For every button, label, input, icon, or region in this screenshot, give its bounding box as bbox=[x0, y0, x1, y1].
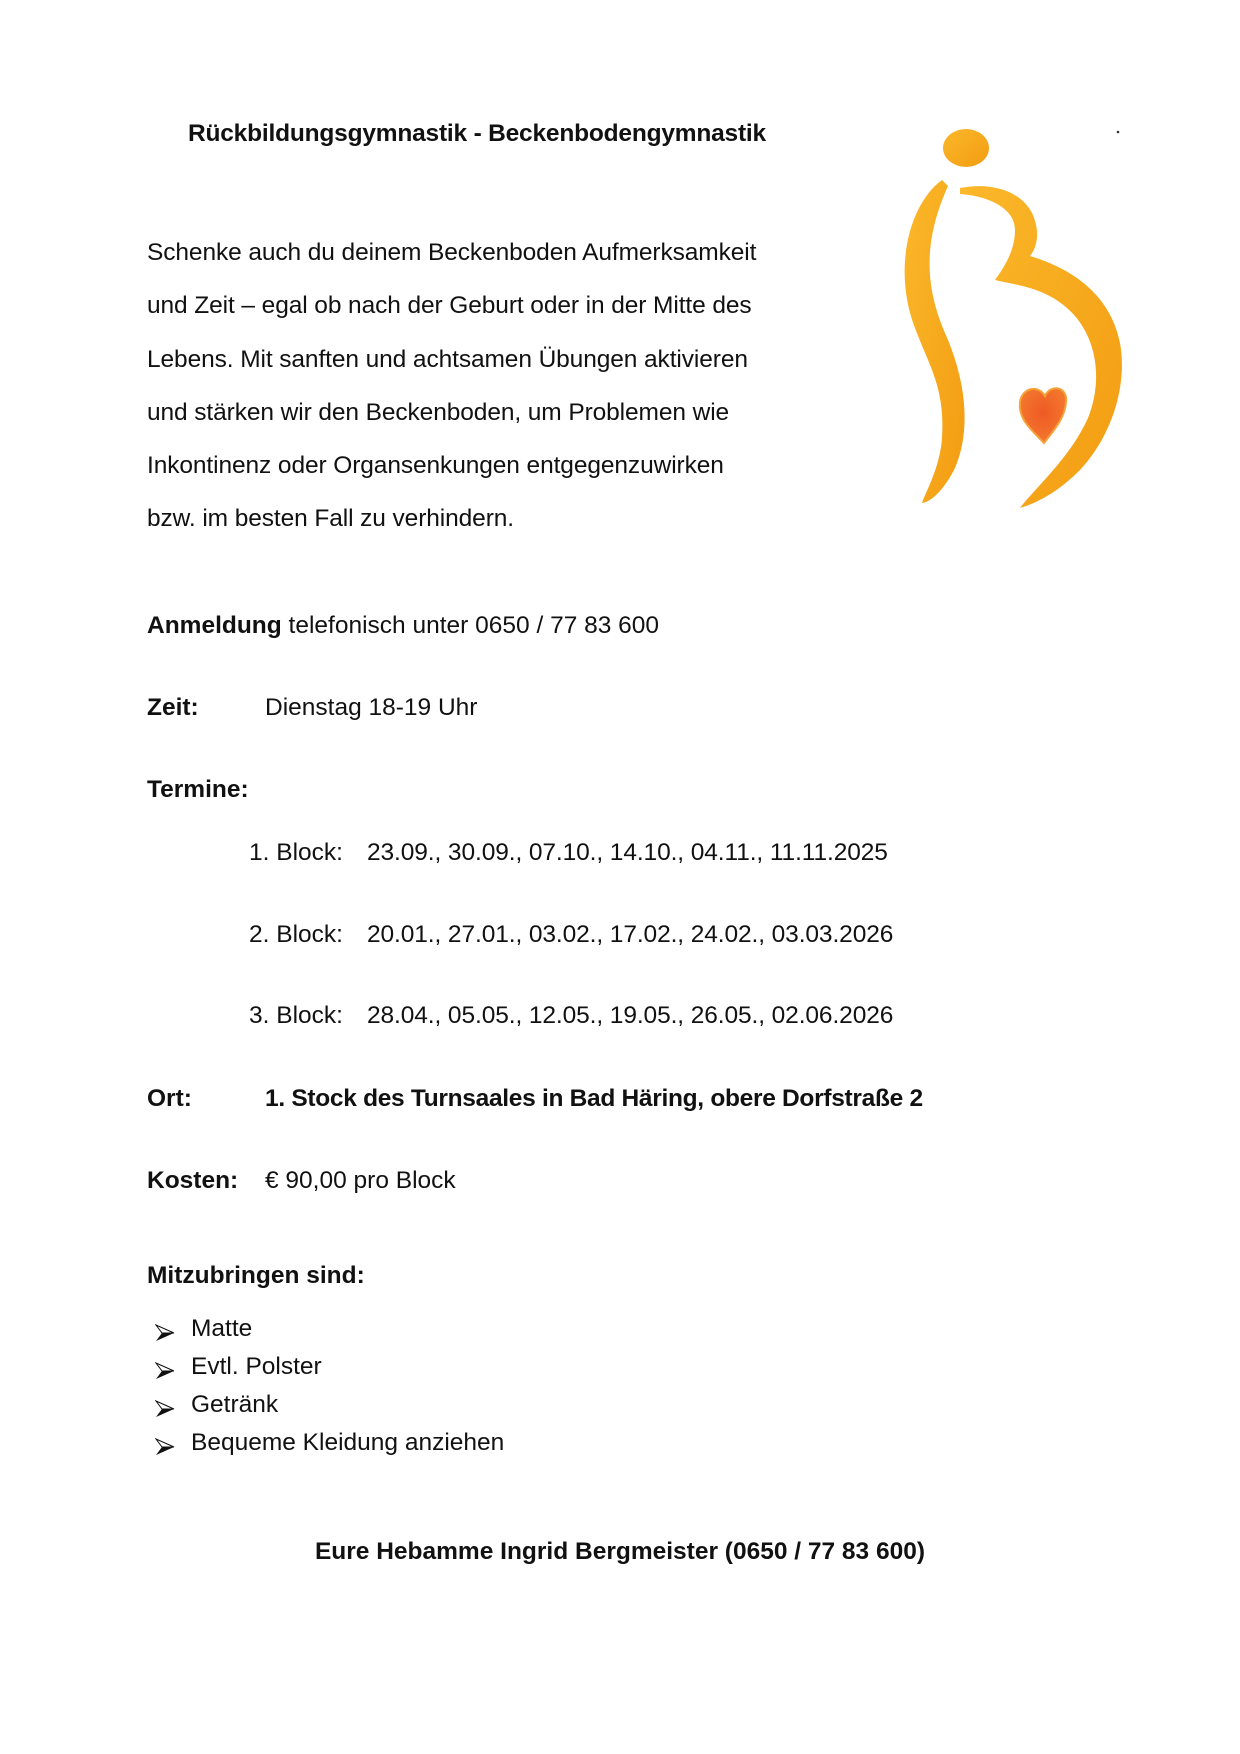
intro-line: Schenke auch du deinem Beckenboden Aufmerksamkeit bbox=[147, 239, 757, 266]
intro-line: bzw. im besten Fall zu verhindern. bbox=[147, 505, 514, 533]
block-dates: 23.09., 30.09., 07.10., 14.10., 04.11., 11.11.2025 bbox=[367, 839, 888, 866]
cost-value: € 90,00 pro Block bbox=[265, 1167, 456, 1194]
block-label: 3. Block: bbox=[249, 1002, 343, 1029]
intro-line: und stärken wir den Beckenboden, um Problemen wie bbox=[147, 398, 730, 426]
intro-paragraph bbox=[147, 226, 847, 546]
location-value: 1. Stock des Turnsaales in Bad Häring, obere Dorfstraße 2 bbox=[265, 1085, 923, 1112]
block-label: 2. Block: bbox=[249, 921, 343, 948]
block-dates: 20.01., 27.01., 03.02., 17.02., 24.02., 03.03.2026 bbox=[367, 921, 894, 948]
bring-label: Mitzubringen sind: bbox=[147, 1262, 365, 1289]
time-label: Zeit: bbox=[147, 694, 199, 721]
arrowhead-bullet-icon bbox=[155, 1361, 175, 1381]
bring-item: Getränk bbox=[191, 1391, 279, 1418]
arrowhead-bullet-icon bbox=[155, 1437, 175, 1457]
footer-text: Eure Hebamme Ingrid Bergmeister (0650 / 77 83 600) bbox=[314, 1538, 926, 1565]
logo-back-stroke bbox=[905, 180, 965, 503]
logo-heart bbox=[1020, 388, 1066, 443]
intro-line: und Zeit – egal ob nach der Geburt oder in der Mitte des bbox=[147, 292, 752, 320]
page-title: Rückbildungsgymnastik - Beckenbodengymnastik bbox=[188, 120, 766, 147]
intro-line: Inkontinenz oder Organsenkungen entgegenzuwirken bbox=[147, 452, 724, 480]
logo-head bbox=[943, 129, 989, 167]
bring-item: Matte bbox=[191, 1315, 253, 1342]
logo-pregnant-woman-heart-icon bbox=[870, 118, 1130, 518]
registration-label: Anmeldung bbox=[147, 612, 282, 639]
footer-signature bbox=[0, 1538, 1240, 1566]
time-value: Dienstag 18-19 Uhr bbox=[265, 694, 478, 721]
cost-label: Kosten: bbox=[147, 1167, 239, 1194]
speck-dot bbox=[1117, 131, 1120, 134]
bring-item: Evtl. Polster bbox=[191, 1353, 322, 1380]
registration-phone: telefonisch unter 0650 / 77 83 600 bbox=[281, 612, 660, 639]
intro-line: Lebens. Mit sanften und achtsamen Übungen aktivieren bbox=[147, 345, 748, 373]
block-dates: 28.04., 05.05., 12.05., 19.05., 26.05., 02.06.2026 bbox=[367, 1002, 894, 1029]
location-label: Ort: bbox=[147, 1085, 192, 1112]
registration-line bbox=[147, 612, 659, 640]
bring-item: Bequeme Kleidung anziehen bbox=[191, 1429, 505, 1456]
arrowhead-bullet-icon bbox=[155, 1323, 175, 1343]
logo-belly-stroke bbox=[960, 186, 1122, 508]
dates-label: Termine: bbox=[147, 776, 249, 803]
block-label: 1. Block: bbox=[249, 839, 343, 866]
arrowhead-bullet-icon bbox=[155, 1399, 175, 1419]
